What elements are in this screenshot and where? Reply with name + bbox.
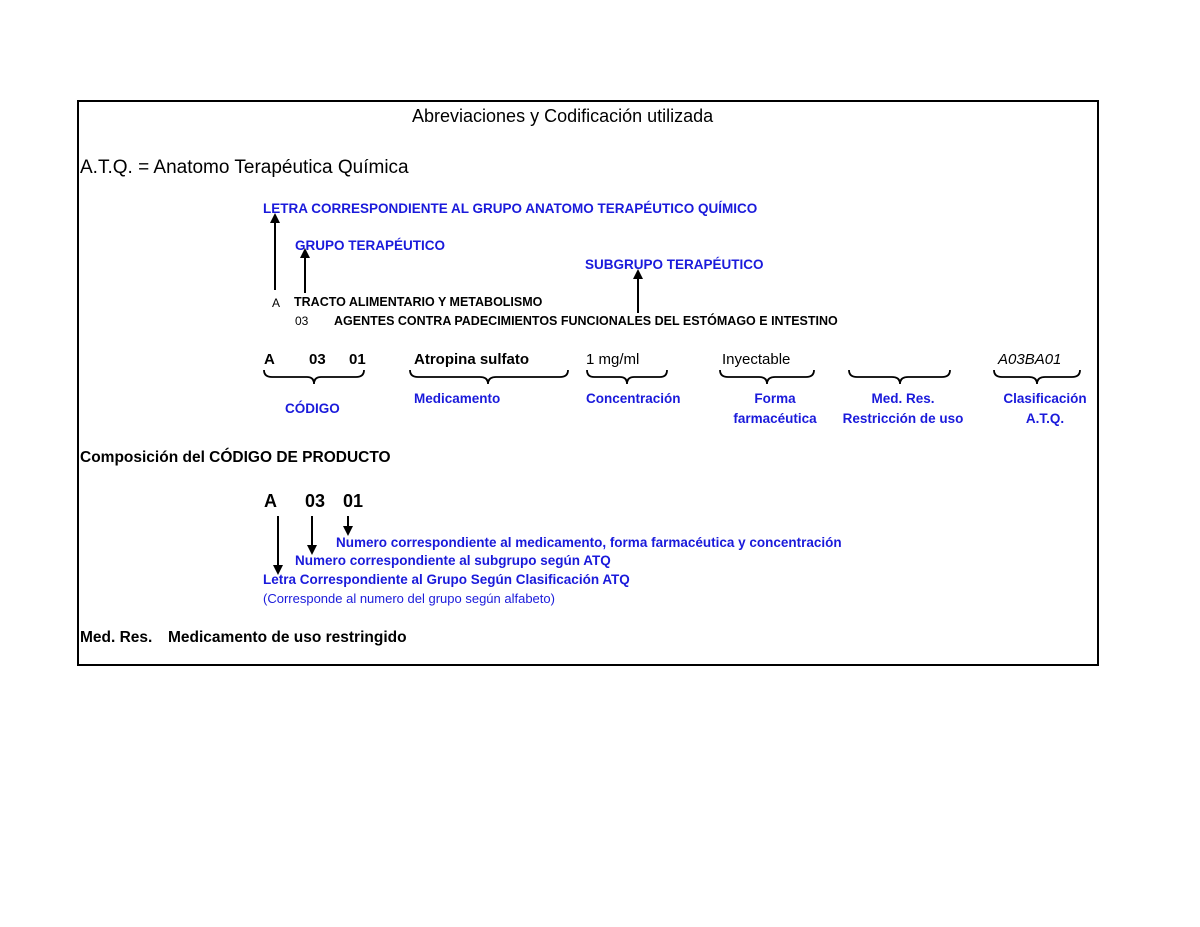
- label-medres-line1: Med. Res.: [871, 391, 935, 406]
- example-code-letter: A: [264, 351, 275, 368]
- label-medicamento: Medicamento: [414, 391, 501, 406]
- example-medicamento: Atropina sulfato: [414, 351, 529, 368]
- composition-line-number: Numero correspondiente al medicamento, forma farmacéutica y concentración: [336, 535, 842, 550]
- therapeutic-subgroup-label: SUBGRUPO TERAPÉUTICO: [585, 257, 764, 272]
- group-code: 03: [295, 314, 309, 328]
- label-atq-line2: A.T.Q.: [1025, 411, 1065, 426]
- example-code-group: 03: [309, 351, 326, 368]
- label-medres-line2: Restricción de uso: [842, 411, 964, 426]
- label-atq-line1: Clasificación: [1003, 391, 1087, 406]
- label-concentracion: Concentración: [586, 391, 681, 406]
- label-forma-line1: Forma: [754, 391, 796, 406]
- label-codigo: CÓDIGO: [285, 401, 340, 416]
- atq-definition: A.T.Q. = Anatomo Terapéutica Química: [80, 157, 409, 178]
- composition-code-letter: A: [264, 491, 277, 511]
- example-concentracion: 1 mg/ml: [586, 351, 640, 368]
- letter-group-label: LETRA CORRESPONDIENTE AL GRUPO ANATOMO TERAPÉUTICO QUÍMICO: [263, 201, 758, 216]
- letter-code: A: [272, 296, 281, 310]
- composition-heading: Composición del CÓDIGO DE PRODUCTO: [80, 449, 391, 466]
- example-forma: Inyectable: [722, 351, 791, 368]
- composition-note: (Corresponde al numero del grupo según alfabeto): [263, 591, 555, 606]
- group-description: AGENTES CONTRA PADECIMIENTOS FUNCIONALES DEL ESTÓMAGO E INTESTINO: [334, 314, 838, 328]
- composition-code-group: 03: [305, 491, 326, 511]
- label-forma-line2: farmacéutica: [733, 411, 817, 426]
- therapeutic-group-label: GRUPO TERAPÉUTICO: [295, 238, 446, 253]
- letter-description: TRACTO ALIMENTARIO Y METABOLISMO: [294, 295, 543, 309]
- footer-description: Medicamento de uso restringido: [168, 629, 407, 646]
- footer-abbreviation: Med. Res.: [80, 629, 153, 646]
- composition-code-number: 01: [343, 491, 364, 511]
- example-code-number: 01: [349, 351, 366, 368]
- example-atq-code: A03BA01: [998, 351, 1062, 368]
- composition-line-letter: Letra Correspondiente al Grupo Según Clasificación ATQ: [263, 572, 630, 587]
- composition-line-subgroup: Numero correspondiente al subgrupo según ATQ: [295, 553, 611, 568]
- page-title: Abreviaciones y Codificación utilizada: [412, 106, 714, 126]
